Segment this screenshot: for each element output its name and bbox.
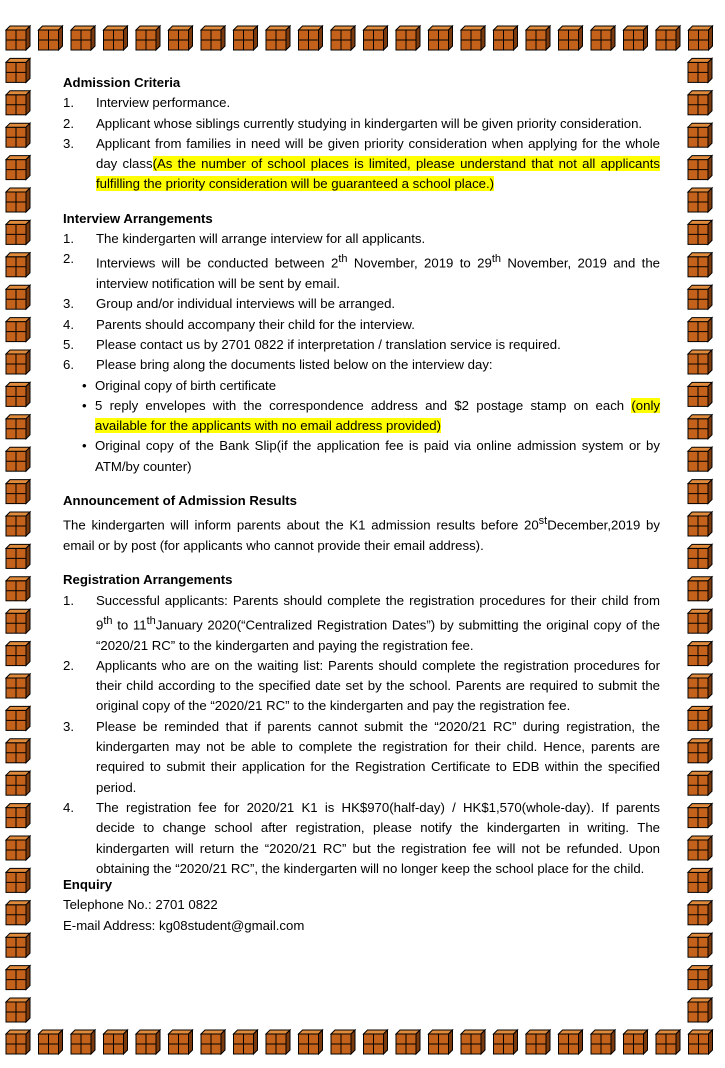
brick-box-icon [688,58,712,82]
bullet-icon: • [82,438,87,454]
brick-box-icon [6,58,30,82]
item-text: Please contact us by 2701 0822 if interpretation / translation service is required. [96,336,561,352]
brick-box-icon [559,1030,583,1054]
brick-box-icon [234,26,258,50]
brick-box-icon [331,26,355,50]
list-item [63,798,660,879]
brick-box-icon [688,188,712,212]
item-text: Applicant whose siblings currently studying in kindergarten will be given priority consideration. [96,115,643,131]
item-number: 3. [63,296,74,312]
document-item [63,396,660,437]
list-item [63,134,660,195]
item-number: 5. [63,336,74,352]
brick-box-icon [688,771,712,795]
enquiry-section [63,875,660,936]
brick-box-icon [396,1030,420,1054]
brick-box-icon [331,1030,355,1054]
brick-box-icon [6,544,30,568]
brick-box-icon [689,26,713,50]
brick-box-icon [6,706,30,730]
brick-box-icon [591,26,615,50]
section-heading: Registration Arrangements [63,572,233,588]
item-text: The kindergarten will arrange interview for all applicants. [96,231,426,247]
list-item [63,591,660,656]
list-item [63,249,660,294]
brick-box-icon [6,350,30,374]
bullet-icon: • [82,397,87,413]
document-item [63,376,660,396]
item-text: Applicants who are on the waiting list: Parents should complete the registration procedures for their child according to the specified date set by the school. Parents are required to submit the original copy of the “2020/21 RC” to the kindergarten and pay the registration fee. [96,657,660,714]
brick-box-icon [559,26,583,50]
brick-box-icon [624,26,648,50]
brick-box-icon [688,91,712,115]
brick-box-icon [688,706,712,730]
announcement-text-part: December,2019 by email or by post (for applicants who cannot provide their email address). [63,517,660,554]
brick-box-icon [688,739,712,763]
brick-box-icon [6,415,30,439]
item-text: Applicant from families in need will be given priority consideration when applying for the whole day class [96,135,660,172]
registration-arrangements-list [63,591,660,880]
brick-box-icon [526,1030,550,1054]
brick-box-icon [689,1030,713,1054]
item-text: Please be reminded that if parents cannot submit the “2020/21 RC” during registration, the kindergarten may not be able to complete the registration for their child. Hence, parents are required to submit their application for the Registration Certificate to EDB within the specified period. [96,718,660,795]
brick-box-icon [266,26,290,50]
email-address: E-mail Address: kg08student@gmail.com [63,917,305,933]
brick-box-icon [6,642,30,666]
item-number: 4. [63,316,74,332]
document-text: Original copy of birth certificate [95,377,277,393]
highlighted-note: (As the number of school places is limited, please understand that not all applicants fulfilling the priority consideration will be guaranteed a school place.) [96,156,660,192]
brick-box-icon [71,1030,95,1054]
ordinal-suffix: th [338,253,348,266]
highlighted-note: (only available for the applicants with no email address provided) [95,397,660,434]
brick-box-icon [6,512,30,536]
item-text: January 2020(“Centralized Registration Dates”) by submitting the original copy of the “2020/21 RC” to the kindergarten and paying the registration fee. [96,617,660,653]
brick-box-icon [6,868,30,892]
admission-criteria-section [63,73,660,195]
item-number: 1. [63,95,74,111]
brick-box-icon [656,1030,680,1054]
brick-box-icon [6,609,30,633]
brick-box-icon [39,26,63,50]
brick-box-icon [6,901,30,925]
list-item [63,717,660,798]
brick-box-icon [688,285,712,309]
brick-box-icon [688,804,712,828]
brick-box-icon [688,868,712,892]
bullet-icon: • [82,377,87,393]
brick-box-icon [234,1030,258,1054]
brick-box-icon [6,156,30,180]
section-heading: Enquiry [63,877,113,893]
brick-box-icon [6,739,30,763]
brick-box-icon [688,253,712,277]
item-text: Successful applicants: Parents should complete the registration procedures for their child from 9 [96,592,660,633]
item-text: Interviews will be conducted between 2 [96,255,339,271]
item-number: 3. [63,135,74,151]
interview-arrangements-list [63,229,660,375]
brick-box-icon [688,674,712,698]
brick-box-icon [6,382,30,406]
brick-box-icon [39,1030,63,1054]
list-item [63,335,660,355]
brick-box-icon [688,318,712,342]
item-text: Please bring along the documents listed below on the interview day: [96,357,493,373]
brick-box-icon [429,1030,453,1054]
required-documents-list [63,376,660,477]
brick-box-icon [364,26,388,50]
brick-box-icon [494,26,518,50]
brick-box-icon [688,836,712,860]
brick-box-icon [688,933,712,957]
brick-box-icon [6,318,30,342]
brick-box-icon [688,642,712,666]
document-item [63,436,660,477]
brick-box-icon [6,1030,30,1054]
brick-box-icon [6,933,30,957]
brick-box-icon [6,674,30,698]
item-text: Interview performance. [96,95,231,111]
brick-box-icon [688,350,712,374]
brick-box-icon [494,1030,518,1054]
brick-box-icon [526,26,550,50]
list-item [63,656,660,717]
announcement-text-part: The kindergarten will inform parents about the K1 admission results before 20 [63,517,539,533]
item-number: 2. [63,251,74,267]
section-heading: Announcement of Admission Results [63,493,297,509]
item-number: 3. [63,718,74,734]
brick-box-icon [6,966,30,990]
brick-box-icon [6,577,30,601]
list-item [63,294,660,314]
list-item [63,315,660,335]
document-text: 5 reply envelopes with the correspondence address and $2 postage stamp on each [95,397,632,413]
brick-box-icon [6,480,30,504]
brick-box-icon [201,26,225,50]
document-body [63,73,660,936]
brick-box-icon [6,220,30,244]
announcement-section [63,491,660,556]
ordinal-suffix: th [146,614,156,627]
brick-box-icon [429,26,453,50]
registration-arrangements-section [63,570,660,879]
brick-box-icon [6,804,30,828]
brick-box-icon [688,901,712,925]
item-text: The registration fee for 2020/21 K1 is HK$970(half-day) / HK$1,570(whole-day). If parents decide to change school after registration, please notify the kindergarten in writing. The kindergarten will return the “2020/21 RC” but the registration fee will not be refunded. Upon obtaining the “2020/21 RC”, the kindergarten will no longer keep the school place for the child. [96,799,660,876]
list-item [63,114,660,134]
item-number: 4. [63,799,74,815]
brick-box-icon [688,123,712,147]
brick-box-icon [688,220,712,244]
brick-box-icon [6,285,30,309]
brick-box-icon [461,26,485,50]
brick-box-icon [461,1030,485,1054]
item-number: 1. [63,592,74,608]
brick-box-icon [688,966,712,990]
telephone-number: Telephone No.: 2701 0822 [63,897,218,913]
brick-box-icon [688,512,712,536]
ordinal-suffix: th [491,253,502,266]
brick-box-icon [136,26,160,50]
brick-box-icon [6,771,30,795]
list-item [63,229,660,249]
brick-box-icon [688,480,712,504]
admission-criteria-list [63,93,660,194]
brick-box-icon [688,382,712,406]
item-number: 6. [63,357,74,373]
brick-box-icon [688,156,712,180]
brick-box-icon [299,26,323,50]
brick-box-icon [169,26,193,50]
brick-box-icon [688,415,712,439]
brick-box-icon [104,1030,128,1054]
announcement-text [63,511,660,556]
brick-box-icon [656,26,680,50]
brick-box-icon [688,577,712,601]
brick-box-icon [688,998,712,1022]
brick-box-icon [6,188,30,212]
brick-box-icon [136,1030,160,1054]
brick-box-icon [396,26,420,50]
ordinal-suffix: th [103,614,113,627]
brick-box-icon [104,26,128,50]
brick-box-icon [6,123,30,147]
brick-box-icon [688,447,712,471]
interview-arrangements-section [63,209,660,477]
brick-box-icon [624,1030,648,1054]
ordinal-suffix: st [538,515,548,528]
item-text: Group and/or individual interviews will be arranged. [96,296,396,312]
brick-box-icon [6,998,30,1022]
item-text: November, 2019 and the interview notification will be sent by email. [96,255,660,292]
section-heading: Admission Criteria [63,75,181,90]
brick-box-icon [6,253,30,277]
list-item [63,93,660,113]
item-text: Parents should accompany their child for the interview. [96,316,415,332]
item-text: November, 2019 to 29 [347,255,492,271]
brick-box-icon [688,544,712,568]
brick-box-icon [688,609,712,633]
brick-box-icon [6,447,30,471]
item-text: to 11 [112,617,147,633]
brick-box-icon [266,1030,290,1054]
item-number: 1. [63,231,74,247]
brick-box-icon [364,1030,388,1054]
brick-box-icon [299,1030,323,1054]
brick-box-icon [169,1030,193,1054]
document-text: Original copy of the Bank Slip(if the application fee is paid via online admission system or by ATM/by counter) [95,438,660,474]
brick-box-icon [591,1030,615,1054]
section-heading: Interview Arrangements [63,210,213,226]
brick-box-icon [201,1030,225,1054]
brick-box-icon [6,91,30,115]
item-number: 2. [63,657,74,673]
list-item [63,355,660,375]
item-number: 2. [63,115,74,131]
brick-box-icon [6,836,30,860]
brick-box-icon [6,26,30,50]
brick-box-icon [71,26,95,50]
